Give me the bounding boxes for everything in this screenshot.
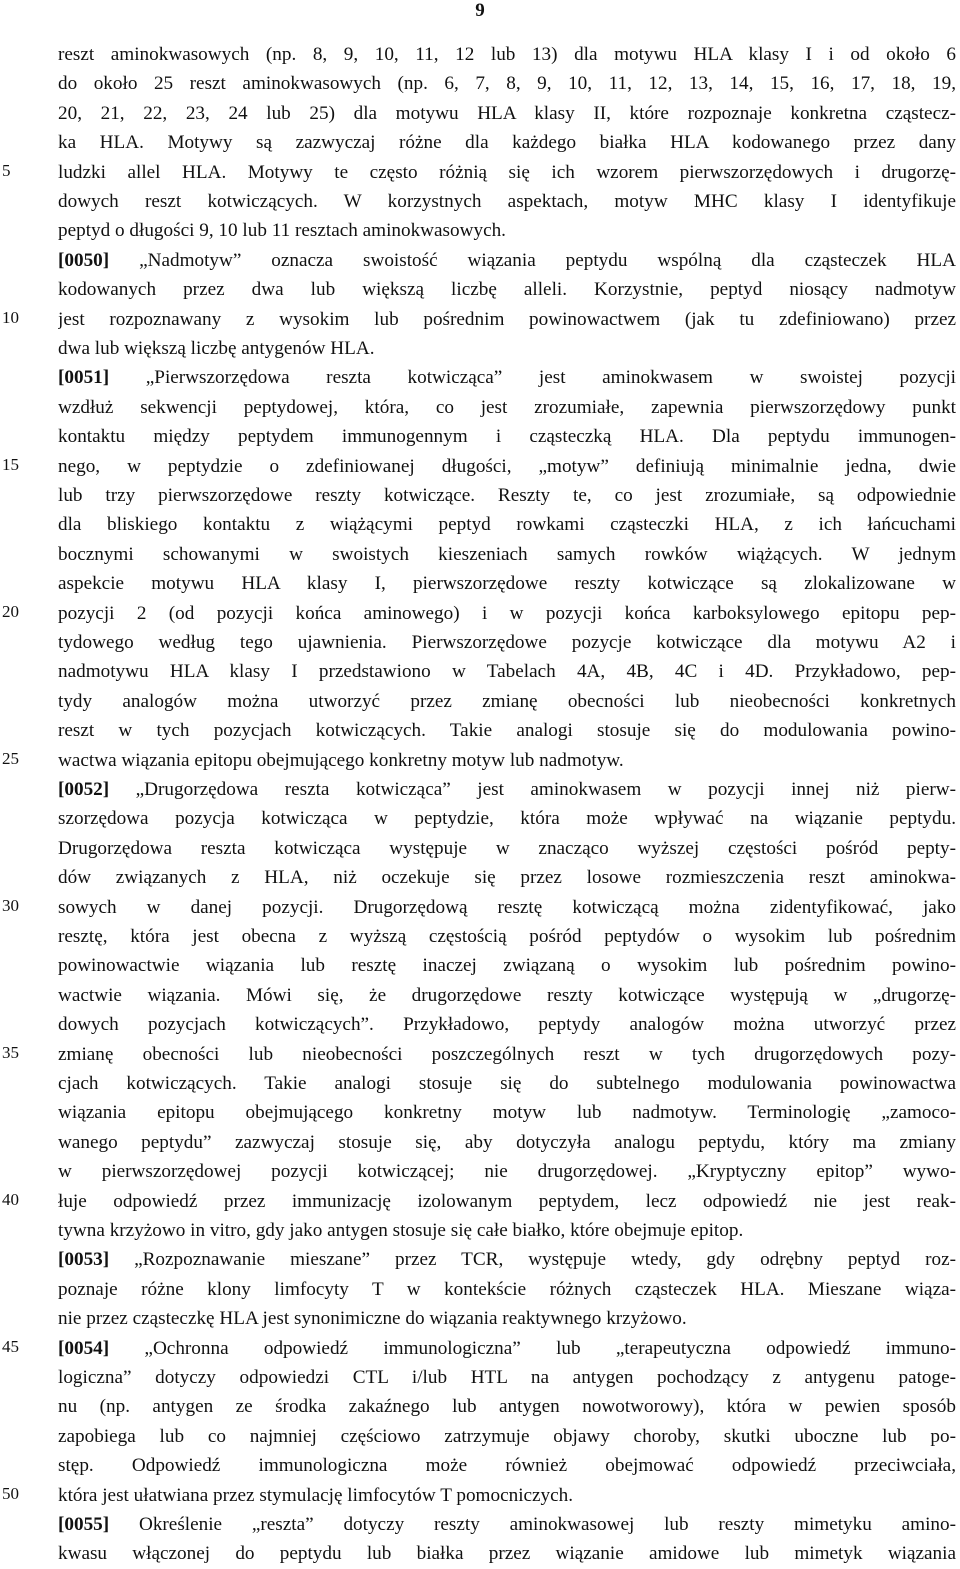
margin-line-number: 15 — [2, 454, 19, 474]
line-text: kwasu włączonej do peptydu lub białka przez wiązanie amidowe lub mimetyk wiązania — [58, 1543, 956, 1565]
line-text: powinowactwie wiązania lub resztę inaczej związaną o wysokim lub pośrednim powino- — [58, 955, 956, 977]
line-text: tydy analogów można utworzyć przez zmianę obecności lub nieobecności konkretnych — [58, 690, 956, 712]
line-text: sowych w danej pozycji. Drugorzędową resztę kotwiczącą można zidentyfikować, jako — [58, 896, 956, 918]
line-text: zapobiega lub co najmniej częściowo zatrzymuje objawy choroby, skutki uboczne lub po- — [58, 1425, 956, 1447]
line-text: dowych pozycjach kotwiczących”. Przykładowo, peptydy analogów można utworzyć przez — [58, 1014, 956, 1036]
text-line — [58, 1392, 956, 1422]
line-text: „Ochronna odpowiedź immunologiczna” lub „terapeutyczna odpowiedź immuno- — [109, 1337, 956, 1359]
paragraph-start-line — [58, 1510, 956, 1540]
paragraph-start-line — [58, 1334, 956, 1364]
text-line — [58, 334, 956, 364]
text-line — [58, 1040, 956, 1070]
text-line — [58, 1098, 956, 1128]
line-text: wiązania epitopu obejmującego konkretny motyw lub nadmotyw. Terminologię „zamoco- — [58, 1102, 956, 1124]
line-text: wactwa wiązania epitopu obejmującego konkretny motyw lub nadmotyw. — [58, 749, 624, 771]
text-line — [58, 99, 956, 129]
text-line — [58, 393, 956, 423]
page-number: 9 — [475, 0, 485, 21]
paragraph-number: [0051] — [58, 367, 110, 389]
line-text: wactwie wiązania. Mówi się, że drugorzędowe reszty kotwiczące występują w „drugorzę- — [58, 984, 956, 1006]
margin-line-number: 40 — [2, 1189, 19, 1209]
text-line — [58, 275, 956, 305]
text-line — [58, 569, 956, 599]
line-text: która jest ułatwiana przez stymulację limfocytów T pomocniczych. — [58, 1484, 574, 1506]
line-text: tywna krzyżowo in vitro, gdy jako antygen stosuje się całe białko, które obejmuje epitop. — [58, 1220, 744, 1241]
line-text: kodowanych przez dwa lub większą liczbę alleli. Korzystnie, peptyd niosący nadmotyw — [58, 279, 956, 301]
line-text: dów związanych z HLA, niż oczekuje się przez losowe rozmieszczenia reszt aminokwa- — [58, 867, 956, 889]
line-text: kontaktu między peptydem immunogennym i cząsteczką HLA. Dla peptydu immunogen- — [58, 426, 956, 448]
line-text: nie przez cząsteczkę HLA jest synonimiczne do wiązania reaktywnego krzyżowo. — [58, 1308, 687, 1330]
line-text: poznaje różne klony limfocyty T w kontekście różnych cząsteczek HLA. Mieszane wiąza- — [58, 1278, 956, 1300]
text-line — [58, 540, 956, 570]
paragraph-number: [0053] — [58, 1249, 110, 1271]
text-line — [58, 187, 956, 217]
line-text: cjach kotwiczących. Takie analogi stosuje się do subtelnego modulowania powinowactwa — [58, 1073, 956, 1094]
text-line — [58, 216, 956, 246]
text-line — [58, 452, 956, 482]
line-text: łuje odpowiedź przez immunizację izolowanym peptydem, lecz odpowiedź nie jest reak- — [58, 1190, 956, 1212]
line-text: ka HLA. Motywy są zazwyczaj różne dla każdego białka HLA kodowanego przez dany — [58, 132, 956, 154]
text-line — [58, 599, 956, 629]
line-text: reszt w tych pozycjach kotwiczących. Takie analogi stosuje się do modulowania powino- — [58, 720, 956, 742]
text-line — [58, 834, 956, 864]
line-text: tydowego według tego ujawnienia. Pierwszorzędowe pozycje kotwiczące dla motywu A2 i — [58, 632, 956, 653]
line-text: lub trzy pierwszorzędowe reszty kotwiczące. Reszty te, co jest zrozumiałe, są odpowiednie — [58, 485, 956, 506]
text-line — [58, 1539, 956, 1569]
text-line — [58, 40, 956, 70]
margin-line-number: 25 — [2, 748, 19, 768]
text-line — [58, 687, 956, 717]
paragraph-start-line — [58, 1245, 956, 1275]
line-text: dwa lub większą liczbę antygenów HLA. — [58, 338, 375, 359]
paragraph-start-line — [58, 775, 956, 805]
text-line — [58, 657, 956, 687]
text-line — [58, 981, 956, 1011]
paragraph-number: [0050] — [58, 249, 110, 271]
margin-line-number: 50 — [2, 1483, 19, 1503]
text-line — [58, 716, 956, 746]
line-text: stęp. Odpowiedź immunologiczna może również obejmować odpowiedź przeciwciała, — [58, 1455, 956, 1477]
text-line — [58, 422, 956, 452]
margin-line-number: 30 — [2, 895, 19, 915]
text-line — [58, 863, 956, 893]
margin-line-number: 10 — [2, 307, 19, 327]
text-line — [58, 1128, 956, 1158]
text-line — [58, 305, 956, 335]
text-line — [58, 1069, 956, 1099]
paragraph-number: [0052] — [58, 779, 110, 800]
line-text: Drugorzędowa reszta kotwicząca występuje w znacząco wyższej częstości pośród pepty- — [58, 837, 956, 859]
line-text: peptyd o długości 9, 10 lub 11 resztach aminokwasowych. — [58, 220, 506, 242]
margin-line-number: 35 — [2, 1042, 19, 1062]
text-line — [58, 158, 956, 188]
line-text: „Pierwszorzędowa reszta kotwicząca” jest aminokwasem w swoistej pozycji — [109, 367, 956, 389]
line-text: Określenie „reszta” dotyczy reszty aminokwasowej lub reszty mimetyku amino- — [109, 1514, 956, 1535]
text-line — [58, 922, 956, 952]
line-text: „Drugorzędowa reszta kotwicząca” jest aminokwasem w pozycji innej niż pierw- — [109, 779, 956, 800]
line-text: w pierwszorzędowej pozycji kotwiczącej; nie drugorzędowej. „Kryptyczny epitop” wywo- — [58, 1161, 956, 1183]
text-line — [58, 1451, 956, 1481]
line-text: pozycji 2 (od pozycji końca aminowego) i w pozycji końca karboksylowego epitopu pep- — [58, 602, 956, 624]
paragraph-start-line — [58, 363, 956, 393]
paragraph-number: [0054] — [58, 1337, 110, 1359]
line-text: wzdłuż sekwencji peptydowej, która, co jest zrozumiałe, zapewnia pierwszorzędowy punkt — [58, 396, 956, 418]
line-text: dowych reszt kotwiczących. W korzystnych aspektach, motyw MHC klasy I identyfikuje — [58, 191, 956, 212]
line-text: wanego peptydu” zazwyczaj stosuje się, aby dotyczyła analogu peptydu, który ma zmiany — [58, 1131, 956, 1153]
text-line — [58, 510, 956, 540]
text-line — [58, 1187, 956, 1217]
line-text: ludzki allel HLA. Motywy te często różnią się ich wzorem pierwszorzędowych i drugorzę- — [58, 161, 956, 183]
line-text: do około 25 reszt aminokwasowych (np. 6, 7, 8, 9, 10, 11, 12, 13, 14, 15, 16, 17, 18, 19, — [58, 73, 956, 95]
line-text: zmianę obecności lub nieobecności poszczególnych reszt w tych drugorzędowych pozy- — [58, 1043, 956, 1065]
margin-line-number: 45 — [2, 1336, 19, 1356]
line-text: reszt aminokwasowych (np. 8, 9, 10, 11, 12 lub 13) dla motywu HLA klasy I i od około 6 — [58, 44, 956, 65]
text-line — [58, 481, 956, 511]
text-line — [58, 893, 956, 923]
line-text: logiczna” dotyczy odpowiedzi CTL i/lub HTL na antygen pochodzący z antygenu patoge- — [58, 1367, 956, 1388]
line-text: resztę, która jest obecna z wyższą częstością pośród peptydów o wysokim lub pośrednim — [58, 926, 956, 947]
line-text: nego, w peptydzie o zdefiniowanej długości, „motyw” definiują minimalnie jedna, dwie — [58, 455, 956, 477]
line-text: bocznymi schowanymi w swoistych kieszeniach samych rowków wiążących. W jednym — [58, 543, 956, 565]
paragraph-number: [0055] — [58, 1514, 110, 1535]
text-line — [58, 746, 956, 776]
text-line — [58, 128, 956, 158]
text-line — [58, 1481, 956, 1511]
text-line — [58, 1275, 956, 1305]
line-text: 20, 21, 22, 23, 24 lub 25) dla motywu HLA klasy II, które rozpoznaje konkretna cząstecz- — [58, 102, 956, 124]
text-line — [58, 1304, 956, 1334]
line-text: nadmotywu HLA klasy I przedstawiono w Tabelach 4A, 4B, 4C i 4D. Przykładowo, pep- — [58, 661, 956, 683]
line-text: „Nadmotyw” oznacza swoistość wiązania peptydu wspólną dla cząsteczek HLA — [109, 249, 956, 271]
text-line — [58, 1010, 956, 1040]
margin-line-number: 20 — [2, 601, 19, 621]
line-text: nu (np. antygen ze środka zakaźnego lub antygen nowotworowy), która w pewien sposób — [58, 1396, 956, 1418]
line-text: aspekcie motywu HLA klasy I, pierwszorzędowe reszty kotwiczące są zlokalizowane w — [58, 573, 956, 595]
text-line — [58, 1422, 956, 1452]
line-text: dla bliskiego kontaktu z wiążącymi peptyd rowkami cząsteczki HLA, z ich łańcuchami — [58, 514, 956, 536]
text-line — [58, 69, 956, 99]
text-line — [58, 628, 956, 658]
text-line — [58, 804, 956, 834]
line-text: jest rozpoznawany z wysokim lub pośrednim powinowactwem (jak tu zdefiniowano) przez — [58, 308, 956, 330]
margin-line-number: 5 — [2, 160, 11, 180]
text-line — [58, 1363, 956, 1393]
text-line — [58, 1216, 956, 1246]
line-text: „Rozpoznawanie mieszane” przez TCR, występuje wtedy, gdy odrębny peptyd roz- — [109, 1249, 956, 1271]
paragraph-start-line — [58, 246, 956, 276]
line-text: szorzędowa pozycja kotwicząca w peptydzie, która może wpływać na wiązanie peptydu. — [58, 808, 956, 830]
text-line — [58, 951, 956, 981]
text-line — [58, 1157, 956, 1187]
